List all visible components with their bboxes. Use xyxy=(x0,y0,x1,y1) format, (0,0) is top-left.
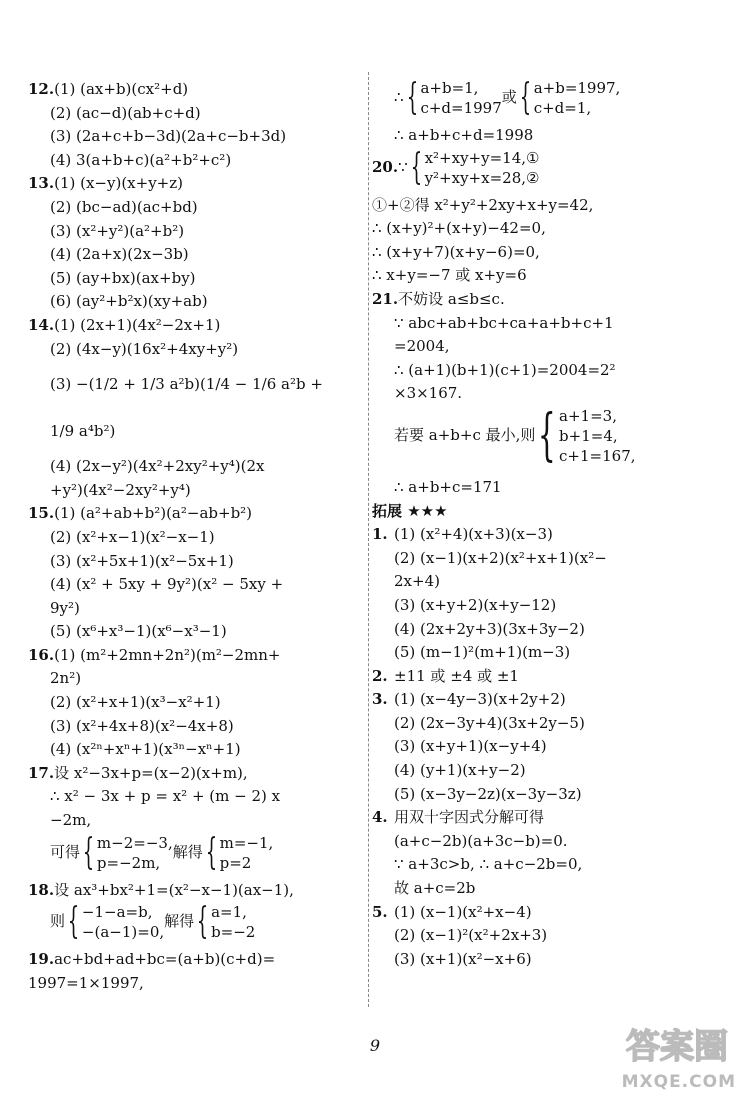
brace-symbol: { xyxy=(205,831,217,873)
answer-text: (4) (2x−y²)(4x²+2xy²+y⁴)(2x xyxy=(50,457,265,476)
watermark-cn: 答案圈 xyxy=(626,1027,728,1067)
question-number: 5. xyxy=(372,902,388,921)
answer-line xyxy=(28,809,363,833)
answer-text: (3) (x+1)(x²−x+6) xyxy=(394,949,532,968)
answer-text: 设 ax³+bx²+1=(x²−x−1)(ax−1), xyxy=(54,880,294,899)
system-connector: 或 xyxy=(501,88,517,106)
answer-line xyxy=(28,526,363,550)
answer-text: ±11 或 ±4 或 ±1 xyxy=(394,666,519,685)
equation-system xyxy=(80,833,173,873)
answer-line xyxy=(28,338,363,362)
answer-line: ∴ a+b+c+d=1998 xyxy=(394,126,534,144)
answer-line xyxy=(28,314,363,338)
answer-line xyxy=(28,573,363,597)
question-number: 20. xyxy=(372,157,399,176)
answer-text: (3) (x+y+1)(x−y+4) xyxy=(394,737,547,756)
answer-text: (1) (2x+1)(4x²−2x+1) xyxy=(54,315,221,334)
equation-system xyxy=(65,902,164,942)
system-row: y²+xy+x=28,② xyxy=(424,168,540,187)
answer-line: ∴ a+b+c=171 xyxy=(394,477,502,496)
answer-line xyxy=(28,361,363,408)
system-connector: 解得 xyxy=(172,842,203,861)
equation-system xyxy=(194,902,255,942)
question-number: 16. xyxy=(28,645,55,664)
system-row: x²+xy+y=14,① xyxy=(424,148,540,167)
answer-text: 故 a+c=2b xyxy=(394,879,476,898)
extension-heading: 拓展 ★★★ xyxy=(372,501,448,520)
answer-line: ∴ (x+y+7)(x+y−6)=0, xyxy=(372,242,540,261)
system-prefix: 则 xyxy=(50,912,66,931)
answer-line xyxy=(372,712,732,736)
answer-line xyxy=(372,735,732,759)
answer-text: 1/9 a⁴b²) xyxy=(50,422,116,441)
answer-text: (1) (m²+2mn+2n²)(m²−2mn+ xyxy=(54,645,281,664)
answer-line xyxy=(372,830,732,854)
answer-text: (1) (ax+b)(cx²+d) xyxy=(54,80,189,98)
answer-text: ∵ a+3c>b, ∴ a+c−2b=0, xyxy=(394,855,583,874)
system-rows xyxy=(559,406,635,466)
page-number: 9 xyxy=(369,1036,381,1055)
answer-line xyxy=(372,665,732,689)
answer-text: (3) (x²+y²)(a²+b²) xyxy=(50,221,185,240)
answer-text: (2) (ac−d)(ab+c+d) xyxy=(50,103,201,122)
answer-text: (1) (x−1)(x²+x−4) xyxy=(394,902,532,921)
system-rows xyxy=(420,78,501,118)
answer-line xyxy=(372,547,732,571)
system-row: c+1=167, xyxy=(559,446,636,465)
system-21 xyxy=(372,402,732,476)
system-row: −(a−1)=0, xyxy=(81,923,165,942)
question-number: 13. xyxy=(28,174,55,193)
answer-text: (3) (x+y+2)(x+y−12) xyxy=(394,595,557,614)
answer-line xyxy=(28,125,363,149)
answer-text: ∵ abc+ab+bc+ca+a+b+c+1 xyxy=(394,313,614,332)
answer-text: 2x+4) xyxy=(394,572,440,591)
question-number: 14. xyxy=(28,315,55,334)
answer-line xyxy=(28,78,363,102)
answer-text: (2) (x−1)²(x²+2x+3) xyxy=(394,926,548,945)
equation-system xyxy=(517,78,621,118)
answer-line xyxy=(372,594,732,618)
question-number: 17. xyxy=(28,763,55,782)
brace-symbol: { xyxy=(196,901,209,943)
system-row: a+b=1, xyxy=(420,79,479,97)
system-rows xyxy=(97,833,173,873)
answer-text: −2m, xyxy=(50,811,92,830)
equation-system xyxy=(535,402,636,468)
question-number: 15. xyxy=(28,504,55,523)
system-rows xyxy=(211,902,255,942)
system-row: p=−2m, xyxy=(96,853,161,872)
answer-text: (3) −(1/2 + 1/3 a²b)(1/4 − 1/6 a²b + xyxy=(50,375,323,394)
answer-line xyxy=(28,644,363,668)
answer-line: ∴ (x+y)²+(x+y)−42=0, xyxy=(372,219,546,238)
system-prefix: ∴ xyxy=(394,88,404,106)
answer-line xyxy=(372,853,732,877)
answer-line: 1997=1×1997, xyxy=(28,973,144,992)
answer-line xyxy=(372,335,732,359)
answer-text: (5) (m−1)²(m+1)(m−3) xyxy=(394,643,571,662)
system-prefix: 若要 a+b+c 最小,则 xyxy=(394,425,536,444)
question-number: 21. xyxy=(372,289,399,308)
answer-line xyxy=(28,785,363,809)
question-number: 12. xyxy=(28,80,55,98)
system-17 xyxy=(28,833,363,879)
answer-text: (1) (x−y)(x+y+z) xyxy=(54,174,184,193)
answer-text: 9y²) xyxy=(50,598,80,617)
question-number: 1. xyxy=(372,525,388,544)
question-number: 4. xyxy=(372,808,388,827)
answer-text: =2004, xyxy=(394,337,450,356)
answer-text: (3) (2a+c+b−3d)(2a+c−b+3d) xyxy=(50,127,287,146)
right-column xyxy=(372,78,732,971)
system-row: b+1=4, xyxy=(559,426,618,445)
answer-line xyxy=(372,901,732,925)
answer-line xyxy=(28,667,363,691)
answer-line xyxy=(372,570,732,594)
answer-text: (4) (2x+2y+3)(3x+3y−2) xyxy=(394,619,585,638)
system-connector: 解得 xyxy=(164,912,195,931)
answer-text: (4) (x² + 5xy + 9y²)(x² − 5xy + xyxy=(50,575,284,594)
system-row: c+d=1997 xyxy=(420,99,502,117)
answer-line: ∴ x+y=−7 或 x+y=6 xyxy=(372,266,527,285)
answer-line xyxy=(28,290,363,314)
answer-line xyxy=(28,597,363,621)
answer-text: (2) (2x−3y+4)(3x+2y−5) xyxy=(394,713,585,732)
answer-line xyxy=(28,220,363,244)
system-row: c+d=1, xyxy=(533,99,592,117)
answer-line xyxy=(372,641,732,665)
question-number: 3. xyxy=(372,690,388,709)
answer-text: +y²)(4x²−2xy²+y⁴) xyxy=(50,480,191,499)
question-number: 2. xyxy=(372,666,388,685)
answer-text: 设 x²−3x+p=(x−2)(x+m), xyxy=(54,763,248,782)
answer-line xyxy=(372,359,732,383)
system-row: m−2=−3, xyxy=(96,833,173,852)
system-row: p=2 xyxy=(219,853,252,872)
answer-line xyxy=(28,102,363,126)
answer-text: (a+c−2b)(a+3c−b)=0. xyxy=(394,831,568,850)
answer-line xyxy=(28,196,363,220)
answer-text: (4) 3(a+b+c)(a²+b²+c²) xyxy=(50,150,232,169)
question-number: 18. xyxy=(28,880,55,899)
answer-text: ×3×167. xyxy=(394,384,463,403)
system-prefix: ∵ xyxy=(398,157,408,176)
answer-line xyxy=(372,688,732,712)
answer-line xyxy=(372,948,732,972)
question-number: 19. xyxy=(28,950,55,969)
answer-text: (2) (x−1)(x+2)(x²+x+1)(x²− xyxy=(394,548,607,567)
answer-line xyxy=(28,620,363,644)
equation-system xyxy=(203,833,274,873)
answer-line xyxy=(372,783,732,807)
system-row: a=1, xyxy=(211,903,247,922)
column-divider xyxy=(368,72,369,1007)
answer-line xyxy=(372,877,732,901)
system-rows xyxy=(220,833,274,873)
answer-line xyxy=(28,550,363,574)
system-row: b=−2 xyxy=(211,923,256,942)
system-rows xyxy=(425,148,540,188)
answer-line xyxy=(28,479,363,503)
watermark-text: MXQE.COM xyxy=(621,1072,736,1092)
answer-line xyxy=(28,715,363,739)
answer-line xyxy=(372,924,732,948)
answer-line xyxy=(28,502,363,526)
brace-symbol: { xyxy=(538,402,557,468)
answer-line xyxy=(372,312,732,336)
system-row: m=−1, xyxy=(219,833,274,852)
system-18 xyxy=(28,902,363,948)
answer-text: 不妨设 a≤b≤c. xyxy=(398,289,505,308)
answer-line xyxy=(28,408,363,455)
answer-line xyxy=(28,455,363,479)
answer-text: ∴ (a+1)(b+1)(c+1)=2004=2² xyxy=(394,360,616,379)
answer-line xyxy=(372,288,732,312)
brace-symbol: { xyxy=(519,77,531,118)
answer-line xyxy=(28,691,363,715)
answer-text: ac+bd+ad+bc=(a+b)(c+d)= xyxy=(54,950,276,969)
answer-text: (5) (x−3y−2z)(x−3y−3z) xyxy=(394,784,582,803)
answer-text: 2n²) xyxy=(50,669,82,688)
system-row: −1−a=b, xyxy=(81,903,153,922)
left-column xyxy=(28,78,363,995)
answer-text: (3) (x²+4x+8)(x²−4x+8) xyxy=(50,716,234,735)
answer-text: (1) (x²+4)(x+3)(x−3) xyxy=(394,525,553,544)
answer-line xyxy=(372,759,732,783)
brace-symbol: { xyxy=(67,901,80,943)
equation-system xyxy=(408,148,540,188)
answer-text: (4) (x²ⁿ+xⁿ+1)(x³ⁿ−xⁿ+1) xyxy=(50,740,241,759)
answer-line xyxy=(28,172,363,196)
system-19 xyxy=(372,78,732,124)
brace-symbol: { xyxy=(406,77,418,118)
answer-text: (2) (x²+x−1)(x²−x−1) xyxy=(50,527,215,546)
answer-line: ①+②得 x²+y²+2xy+x+y=42, xyxy=(372,195,594,214)
answer-line xyxy=(28,243,363,267)
equation-system xyxy=(404,78,502,118)
answer-line xyxy=(28,879,363,903)
brace-symbol: { xyxy=(410,146,422,188)
answer-text: (1) (a²+ab+b²)(a²−ab+b²) xyxy=(54,504,253,523)
answer-text: (2) (x²+x+1)(x³−x²+1) xyxy=(50,693,221,712)
answer-text: (5) (ay+bx)(ax+by) xyxy=(50,268,196,287)
answer-text: (3) (x²+5x+1)(x²−5x+1) xyxy=(50,551,234,570)
answer-text: 用双十字因式分解可得 xyxy=(394,808,545,827)
answer-text: (5) (x⁶+x³−1)(x⁶−x³−1) xyxy=(50,622,227,641)
answer-text: (6) (ay²+b²x)(xy+ab) xyxy=(50,292,208,311)
answer-text: ∴ x² − 3x + p = x² + (m − 2) x xyxy=(50,787,281,806)
answer-text: (2) (bc−ad)(ac+bd) xyxy=(50,197,198,216)
answer-line xyxy=(28,149,363,173)
answer-text: (1) (x−4y−3)(x+2y+2) xyxy=(394,690,566,709)
answer-text: (4) (2a+x)(2x−3b) xyxy=(50,245,189,264)
brace-symbol: { xyxy=(82,831,95,873)
answer-line xyxy=(28,948,363,972)
answer-line xyxy=(28,762,363,786)
answer-text: (2) (4x−y)(16x²+4xy+y²) xyxy=(50,339,239,358)
answer-line xyxy=(28,267,363,291)
answer-line xyxy=(372,618,732,642)
answer-text: (4) (y+1)(x+y−2) xyxy=(394,761,526,780)
answer-line xyxy=(28,738,363,762)
system-rows xyxy=(534,78,621,118)
answer-line xyxy=(372,806,732,830)
system-row: a+b=1997, xyxy=(533,79,621,97)
answer-line xyxy=(372,523,732,547)
system-prefix: 可得 xyxy=(50,842,81,861)
system-row: a+1=3, xyxy=(559,406,617,425)
system-20 xyxy=(372,148,732,194)
system-rows xyxy=(82,902,164,942)
